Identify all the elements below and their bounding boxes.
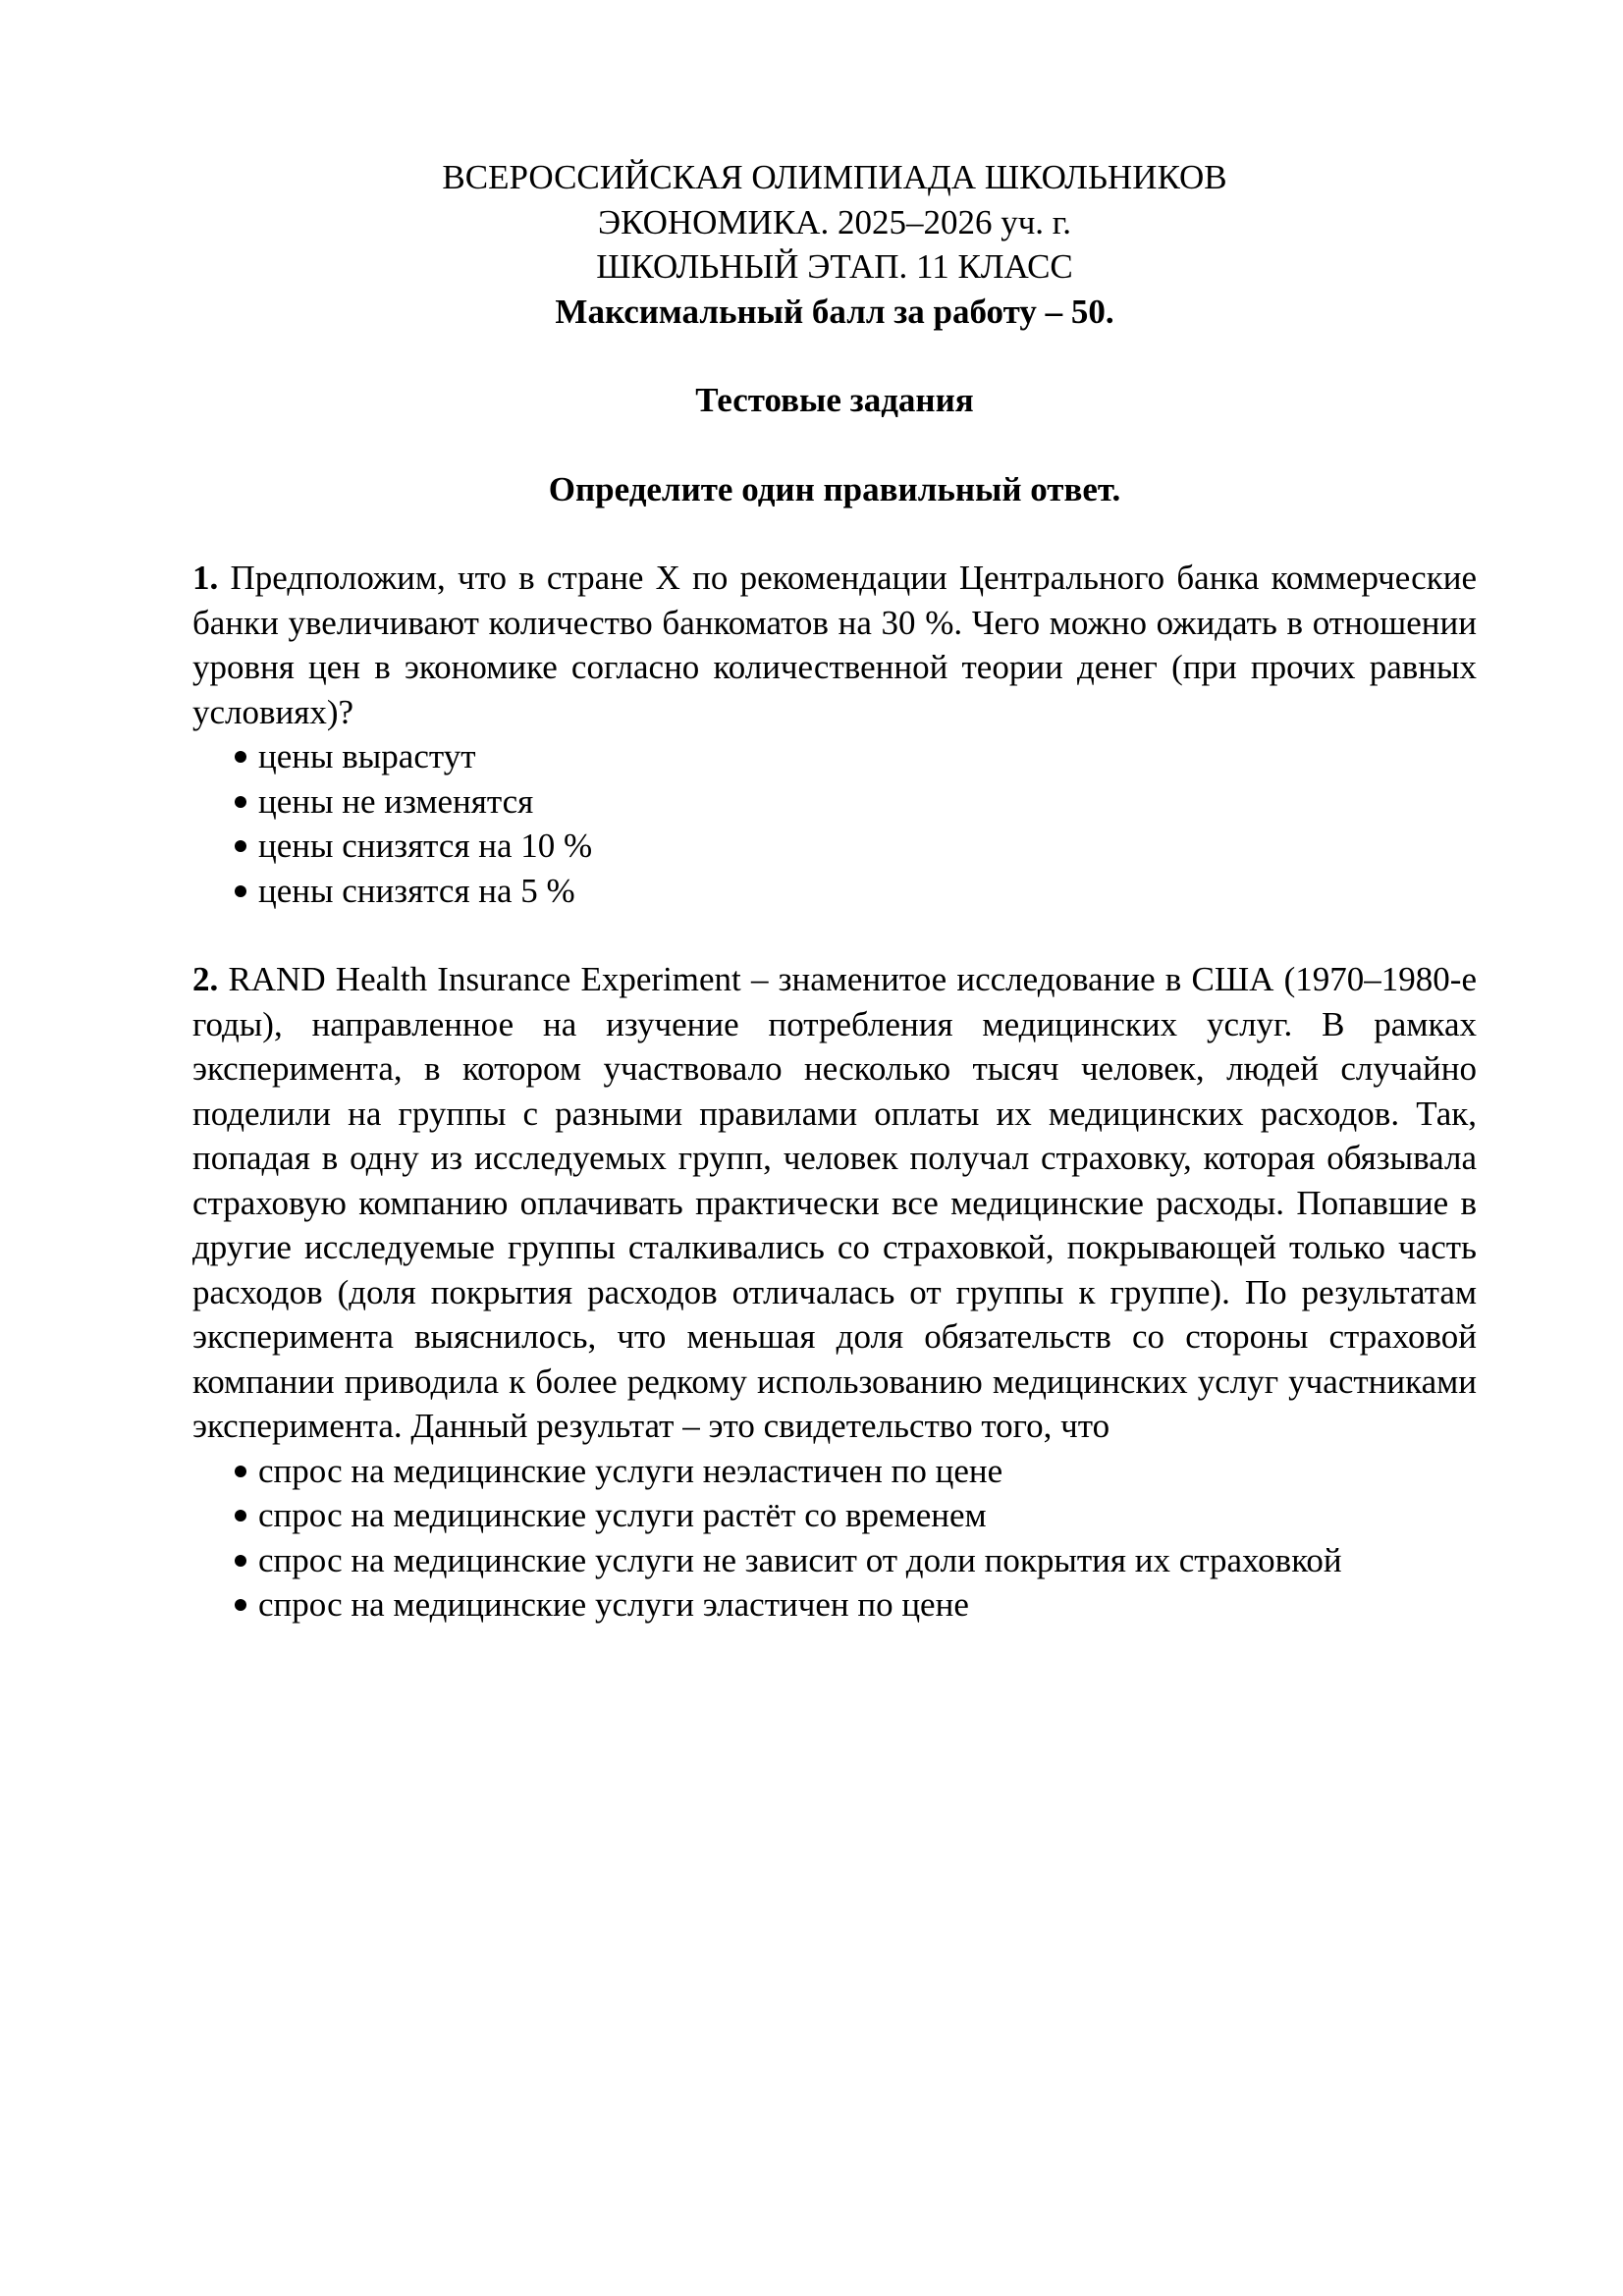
question-1 [192,556,1477,913]
max-score: Максимальный балл за работу – 50. [555,292,1114,331]
option-label: цены снизятся на 10 % [258,827,593,865]
answer-options [192,734,1477,913]
document-header [192,155,1477,334]
answer-option[interactable] [235,1493,1477,1538]
option-label: цены не изменятся [258,781,534,821]
bullet-icon [235,840,246,852]
option-label: спрос на медицинские услуги не зависит от доли покрытия их страховкой [258,1540,1342,1579]
question-body: RAND Health Insurance Experiment – знаменитое исследование в США (1970–1980-е годы), направленное на изучение потребления медицинских услуг. В рамках эксперимента, в котором участвовало несколько тысяч человек, людей случайно поделили на группы с разными правилами оплаты их медицинских расходов. Так, попадая в одну из исследуемых групп, человек получал страховку, которая обязывала страховую компанию оплачивать практически все медицинские расходы. Попавшие в другие исследуемые группы сталкивались со страховкой, покрывающей только часть расходов (доля покрытия расходов отличалась от группы к группе). По результатам эксперимента выяснилось, что меньшая доля обязательств со стороны страховой компании приводила к более редкому использованию медицинских услуг участниками эксперимента. Данный результат – это свидетельство того, что [192,960,1477,1445]
bullet-icon [235,885,246,897]
page-content [192,155,1477,1628]
subject-year: ЭКОНОМИКА. 2025–2026 уч. г. [598,202,1071,241]
answer-option[interactable] [235,1538,1477,1583]
answer-option[interactable] [235,779,1477,825]
answer-option[interactable] [235,824,1477,869]
spacer [192,511,1477,556]
spacer [192,423,1477,467]
option-label: спрос на медицинские услуги растёт со временем [258,1496,987,1534]
question-number: 1. [192,559,219,597]
question-2 [192,957,1477,1628]
bullet-icon [235,1599,246,1611]
spacer [192,913,1477,957]
option-label: цены снизятся на 5 % [258,871,575,910]
question-text [192,556,1477,734]
option-label: цены вырастут [258,737,476,775]
bullet-icon [235,751,246,763]
answer-option[interactable] [235,869,1477,914]
stage-grade: ШКОЛЬНЫЙ ЭТАП. 11 КЛАСС [596,247,1073,286]
answer-option[interactable] [235,1582,1477,1628]
spacer [192,334,1477,378]
answer-option[interactable] [235,734,1477,779]
option-label: спрос на медицинские услуги неэластичен по цене [258,1451,1003,1490]
question-body: Предположим, что в стране X по рекомендации Центрального банка коммерческие банки увеличивают количество банкоматов на 30 %. Чего можно ожидать в отношении уровня цен в экономике согласно количественной теории денег (при прочих равных условиях)? [192,559,1477,731]
option-label: спрос на медицинские услуги эластичен по цене [258,1585,969,1624]
olympiad-title: ВСЕРОССИЙСКАЯ ОЛИМПИАДА ШКОЛЬНИКОВ [442,158,1227,196]
question-text [192,957,1477,1449]
bullet-icon [235,1555,246,1567]
bullet-icon [235,1466,246,1477]
bullet-icon [235,796,246,808]
section-title: Тестовые задания [695,381,974,419]
answer-options [192,1449,1477,1628]
question-number: 2. [192,960,219,998]
section-instruction: Определите один правильный ответ. [548,469,1121,508]
answer-option[interactable] [235,1449,1477,1494]
bullet-icon [235,1510,246,1522]
